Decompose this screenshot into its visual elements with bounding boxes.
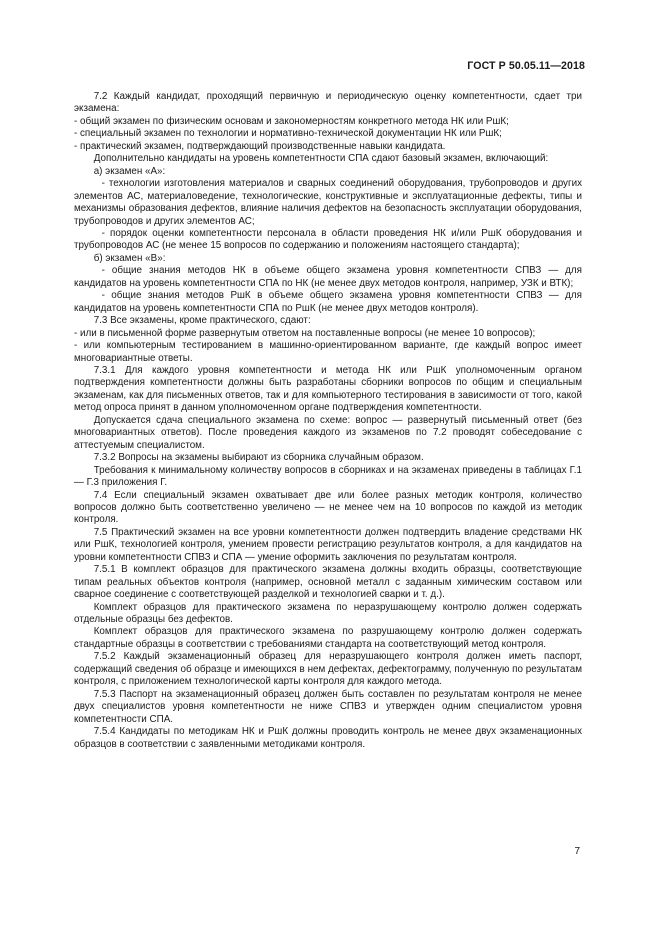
list-item: - общий экзамен по физическим основам и закономерностям конкретного метода НК или РшК; bbox=[74, 115, 509, 127]
list-item: - или компьютерным тестированием в машинно-ориентированном варианте, где каждый вопрос имеет многовариантные ответы. bbox=[74, 340, 582, 364]
paragraph: Требования к минимальному количеству вопросов в сборниках и на экзаменах приведены в таблицах Г.1 — Г.3 приложения Г. bbox=[74, 464, 582, 489]
paragraph: 7.3.2 Вопросы на экзамены выбирают из сборника случайным образом. bbox=[93, 452, 424, 464]
paragraph: Дополнительно кандидаты на уровень компетентности СПА сдают базовый экзамен, включающий: bbox=[93, 153, 549, 165]
paragraph: 7.5.3 Паспорт на экзаменационный образец должен быть составлен по результатам контроля не менее двух специалистов уровня компетентности не ниже СПВЗ и утвержден одним специалистом уровня компетентности СПА. bbox=[74, 688, 582, 725]
standard-header: ГОСТ Р 50.05.11—2018 bbox=[467, 60, 585, 72]
paragraph: 7.5.4 Кандидаты по методикам НК и РшК должны проводить контроль не менее двух экзаменационных образцов в соответствии с заявленными методиками контроля. bbox=[74, 726, 582, 750]
paragraph: 7.3 Все экзамены, кроме практического, сдают: bbox=[93, 315, 311, 327]
list-item: - практический экзамен, подтверждающий производственные навыки кандидата. bbox=[74, 140, 446, 152]
paragraph: Комплект образцов для практического экзамена по разрушающему контролю должен содержать стандартные образцы в соответствии с требованиями стандарта на соответствующий метод контроля. bbox=[74, 626, 582, 650]
list-item: - технологии изготовления материалов и сварных соединений оборудования, трубопроводов и других элементов АС, материаловедение, технологические, конструктивные и эксплуатационные дефекты, типы и механизмы образования дефектов, влияние наличия дефектов на безопасность эксплуатации оборудования, трубопроводов и других элементов АС; bbox=[74, 178, 582, 227]
paragraph: Комплект образцов для практического экзамена по неразрушающему контролю должен содержать отдельные образцы без дефектов. bbox=[74, 601, 582, 626]
list-item: - общие знания методов РшК в объеме общего экзамена уровня компетентности СПВЗ — для кандидатов на уровень компетентности СПА по РшК (не менее двух методов контроля). bbox=[74, 290, 582, 314]
page-number: 7 bbox=[574, 846, 580, 857]
paragraph: Допускается сдача специального экзамена по схеме: вопрос — развернутый письменный ответ (без многовариантных ответов). После проведения каждого из экзаменов по 7.2 проводят собеседование с аттестуемым специалистом. bbox=[74, 414, 582, 451]
paragraph: 7.5.2 Каждый экзаменационный образец для неразрушающего контроля должен иметь паспорт, содержащий сведения об образце и имеющихся в нем дефектах, дефектограмму, полученную по результатам контроля, с приложением технологической карты контроля для каждого метода. bbox=[74, 651, 582, 688]
paragraph: 7.5.1 В комплект образцов для практического экзамена должны входить образцы, соответствующие типам реальных объектов контроля (например, основной металл с заданным химическим составом или сварное соединение с соответствующей разделкой и технологией сварки и т. д.). bbox=[74, 564, 582, 601]
sub-item-heading: а) экзамен «А»: bbox=[93, 165, 166, 177]
paragraph: 7.2 Каждый кандидат, проходящий первичную и периодическую оценку компетентности, сдает три экзамена: bbox=[74, 91, 582, 115]
paragraph: 7.5 Практический экзамен на все уровни компетентности должен подтвердить владение средствами НК или РшК, технологией контроля, умением провести регистрацию результатов контроля, а для кандидатов на уровни компетентности СПВЗ и СПА — умение оформить заключения по результатам контроля. bbox=[74, 526, 582, 563]
list-item: - специальный экзамен по технологии и нормативно-технической документации НК или РшК; bbox=[74, 128, 502, 140]
paragraph: 7.3.1 Для каждого уровня компетентности и метода НК или РшК уполномоченным органом подтверждения компетентности должны быть разработаны сборники вопросов по общим и специальным экзаменам, как для письменных ответов, так и для компьютерного тестирования в зависимости от того, какой метод опроса принят в данном уполномоченном органе подтверждения компетентности. bbox=[74, 364, 582, 414]
paragraph: 7.4 Если специальный экзамен охватывает две или более разных методик контроля, количество вопросов должно быть соответственно увеличено — не менее чем на 10 вопросов по каждой из методик контроля. bbox=[74, 489, 582, 526]
list-item: - или в письменной форме развернутым ответом на поставленные вопросы (не менее 10 вопросов); bbox=[74, 327, 536, 339]
list-item: - порядок оценки компетентности персонала в области проведения НК и/или РшК оборудования и трубопроводов АС (не менее 15 вопросов по содержанию и положениям настоящего стандарта); bbox=[74, 227, 582, 252]
sub-item-heading: б) экзамен «В»: bbox=[93, 252, 166, 264]
list-item: - общие знания методов НК в объеме общего экзамена уровня компетентности СПВЗ — для кандидатов на уровень компетентности СПА по НК (не менее двух методов контроля, например, УЗК и ВТК); bbox=[74, 265, 582, 289]
document-body bbox=[74, 91, 582, 751]
